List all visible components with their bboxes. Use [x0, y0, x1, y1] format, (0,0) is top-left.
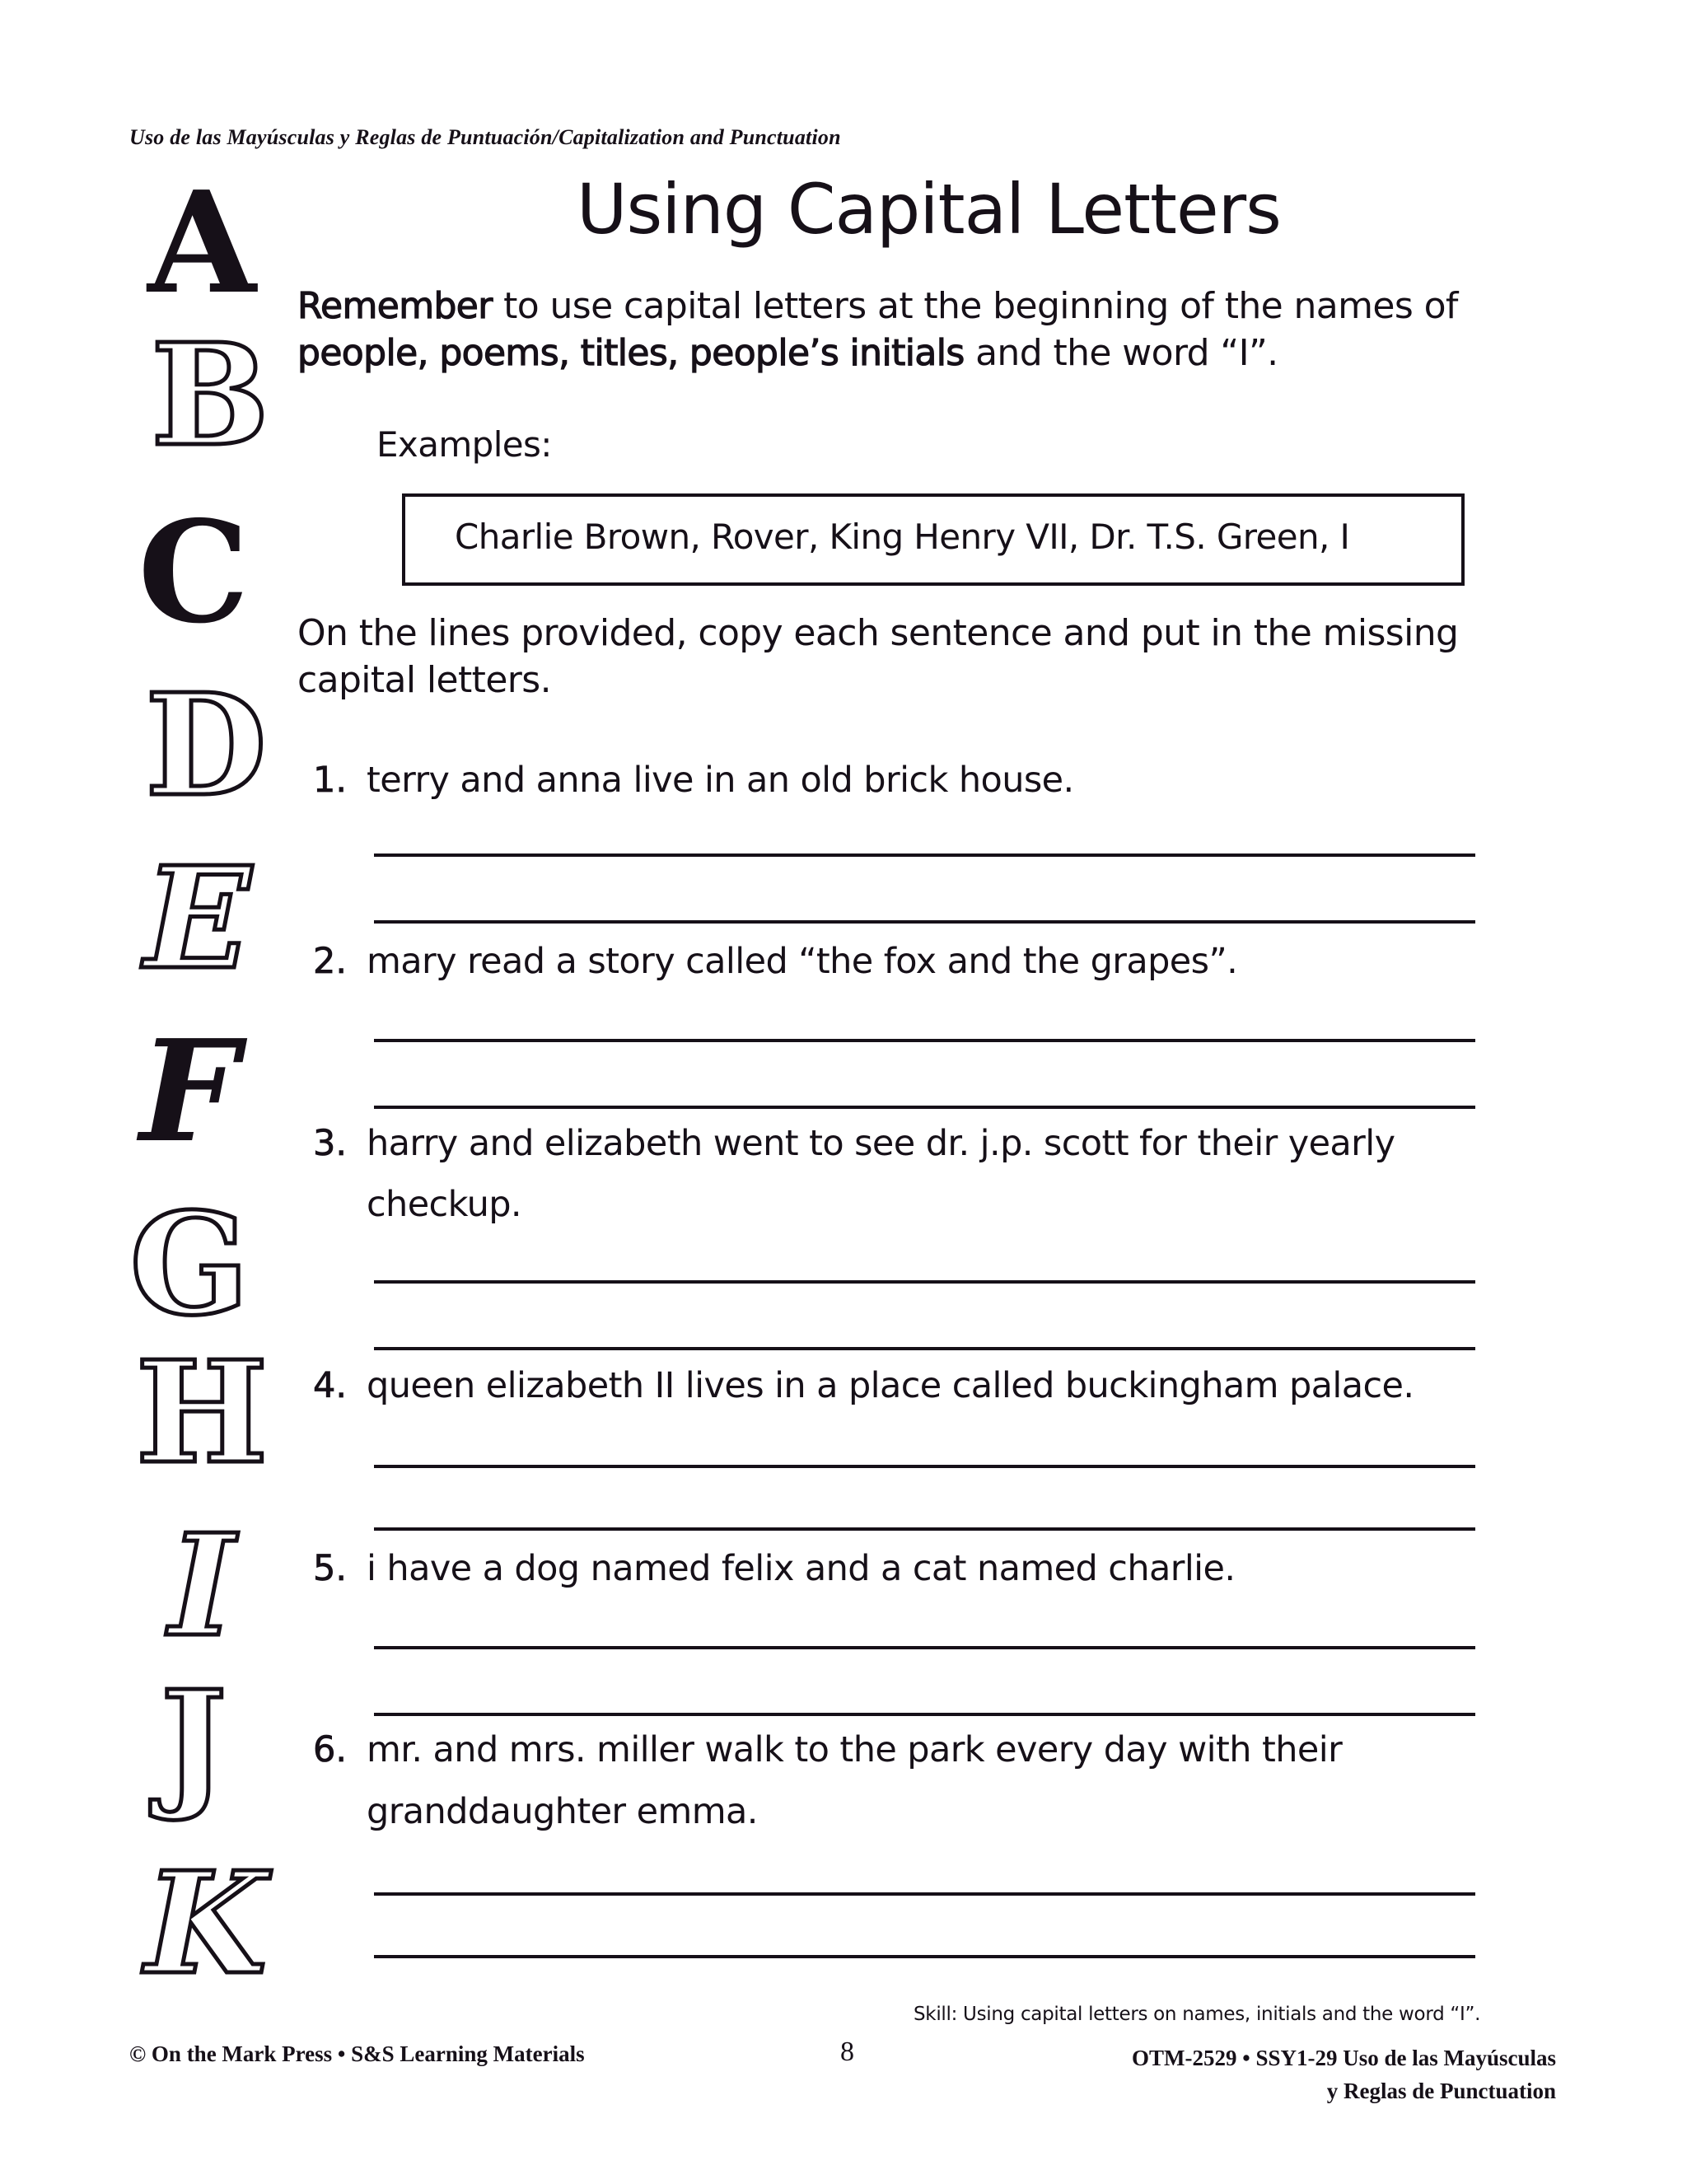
- page-title: Using Capital Letters: [577, 169, 1281, 250]
- answer-line[interactable]: [374, 1527, 1475, 1531]
- intro-paragraph: [297, 283, 1458, 376]
- answer-line[interactable]: [374, 1892, 1475, 1896]
- item-number: 6.: [312, 1729, 347, 1770]
- intro-emphasis-names: people, poems, titles, people’s initials: [297, 332, 965, 374]
- instruction-line: On the lines provided, copy each sentence and put in the missing: [297, 612, 1459, 654]
- letter-a-icon: A: [147, 161, 256, 325]
- letter-c-icon: C: [138, 490, 250, 655]
- letter-d-icon: D: [145, 663, 267, 828]
- letter-j-icon: J: [160, 1660, 227, 1825]
- answer-line[interactable]: [374, 1280, 1475, 1284]
- item-number: 3.: [312, 1123, 347, 1164]
- answer-line[interactable]: [374, 920, 1475, 924]
- footer-product-line: y Reglas de Punctuation: [1326, 2079, 1556, 2103]
- footer-copyright: © On the Mark Press • S&S Learning Materials: [129, 2041, 585, 2066]
- skill-note: Skill: Using capital letters on names, initials and the word “I”.: [914, 2004, 1481, 2025]
- item-number: 4.: [312, 1365, 347, 1406]
- examples-box: [402, 493, 1465, 586]
- item-sentence: queen elizabeth II lives in a place called buckingham palace.: [367, 1365, 1414, 1406]
- answer-line[interactable]: [374, 1713, 1475, 1716]
- item-number: 1.: [312, 760, 347, 801]
- examples-text: Charlie Brown, Rover, King Henry VII, Dr. T.S. Green, I: [455, 517, 1350, 557]
- worksheet-header: Uso de las Mayúsculas y Reglas de Puntuación/Capitalization and Punctuation: [129, 125, 841, 149]
- intro-text: and the word “I”.: [964, 332, 1278, 374]
- answer-line[interactable]: [374, 1465, 1475, 1468]
- footer-product-code: [1132, 2041, 1556, 2107]
- answer-line[interactable]: [374, 1955, 1475, 1958]
- item-sentence: harry and elizabeth went to see dr. j.p. scott for their yearly: [367, 1123, 1395, 1164]
- item-number: 5.: [312, 1548, 347, 1589]
- answer-line[interactable]: [374, 1039, 1475, 1042]
- letter-g-icon: G: [129, 1182, 250, 1347]
- item-sentence: terry and anna live in an old brick house.: [367, 760, 1074, 801]
- item-sentence: mary read a story called “the fox and the grapes”.: [367, 941, 1238, 982]
- footer-product-line: OTM-2529 • SSY1-29 Uso de las Mayúsculas: [1132, 2046, 1556, 2070]
- answer-line[interactable]: [374, 1347, 1475, 1350]
- intro-text: to use capital letters at the beginning of the names of: [492, 285, 1458, 327]
- letter-e-icon: E: [144, 836, 251, 1001]
- item-sentence: i have a dog named felix and a cat named charlie.: [367, 1548, 1236, 1589]
- page-number: 8: [840, 2037, 854, 2067]
- letter-b-icon: B: [151, 313, 269, 478]
- item-sentence-continued: checkup.: [367, 1184, 521, 1225]
- letter-i-icon: I: [169, 1504, 235, 1668]
- item-sentence: mr. and mrs. miller walk to the park every day with their: [367, 1729, 1343, 1770]
- letter-h-icon: H: [135, 1331, 269, 1495]
- letter-k-icon: K: [145, 1841, 267, 2006]
- answer-line[interactable]: [374, 853, 1475, 857]
- letter-f-icon: F: [139, 1009, 240, 1174]
- examples-label: Examples:: [376, 424, 552, 465]
- instruction-paragraph: [297, 610, 1458, 704]
- intro-emphasis-remember: Remember: [297, 285, 493, 327]
- instruction-line: capital letters.: [297, 659, 552, 701]
- answer-line[interactable]: [374, 1646, 1475, 1649]
- item-number: 2.: [312, 941, 347, 982]
- item-sentence-continued: granddaughter emma.: [367, 1791, 758, 1832]
- answer-line[interactable]: [374, 1106, 1475, 1109]
